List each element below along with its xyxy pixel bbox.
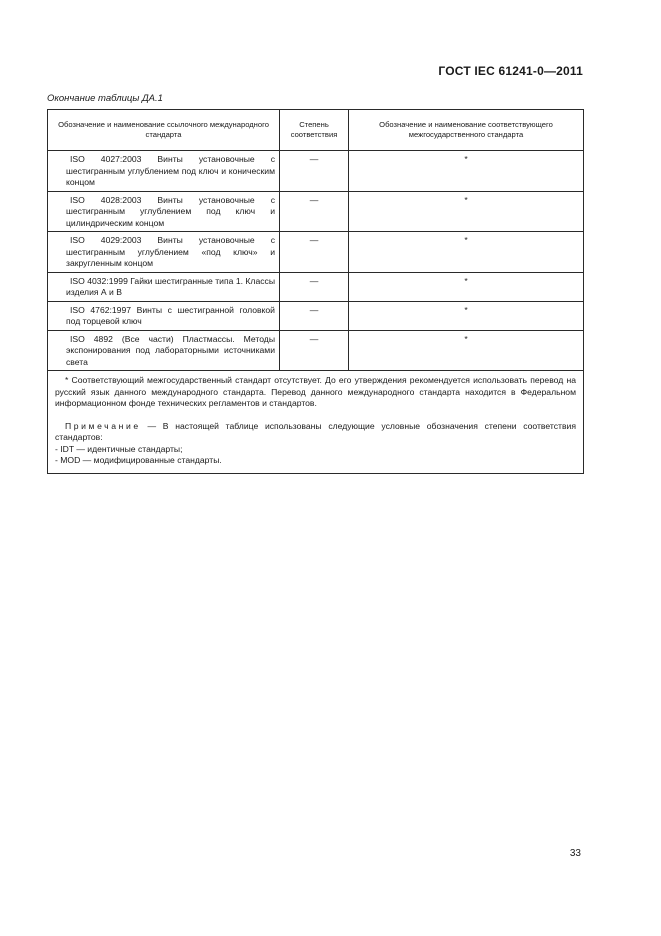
reference-standard-cell: ISO 4892 (Все части) Пластмассы. Методы экспонирования под лабораторными источниками света	[48, 330, 280, 371]
reference-standard-cell: ISO 4762:1997 Винты с шестигранной головкой под торцевой ключ	[48, 301, 280, 330]
table-row	[48, 272, 584, 301]
degree-cell: —	[280, 191, 349, 232]
interstate-standard-cell: *	[349, 151, 584, 192]
column-header-interstate-standard: Обозначение и наименование соответствующего межгосударственного стандарта	[349, 110, 584, 151]
table-row	[48, 151, 584, 192]
footnote: * Соответствующий межгосударственный стандарт отсутствует. До его утверждения рекомендуется использовать перевод на русский язык данного международного стандарта. Перевод данного международного стандарта находится в Федеральном информационном фонде технических регламентов и стандартов.	[55, 375, 576, 408]
document-code: ГОСТ IEC 61241-0—2011	[438, 64, 583, 78]
degree-cell: —	[280, 232, 349, 273]
reference-standard-cell: ISO 4028:2003 Винты установочные с шестигранным углублением под ключ и цилиндрическим концом	[48, 191, 280, 232]
table-row	[48, 330, 584, 371]
note-item: - IDT — идентичные стандарты;	[55, 443, 183, 454]
table-row	[48, 232, 584, 273]
table-caption: Окончание таблицы ДА.1	[47, 93, 163, 104]
reference-standard-cell: ISO 4029:2003 Винты установочные с шестигранным углублением «под ключ» и закругленным концом	[48, 232, 280, 273]
degree-cell: —	[280, 301, 349, 330]
note	[55, 421, 576, 444]
note-item: - MOD — модифицированные стандарты.	[55, 455, 222, 465]
note-text: — В настоящей таблице использованы следующие условные обозначения степени соответствия стандартов:	[55, 420, 576, 442]
standards-table	[47, 109, 584, 474]
reference-standard-cell: ISO 4032:1999 Гайки шестигранные типа 1. Классы изделия А и В	[48, 272, 280, 301]
page-number: 33	[569, 848, 581, 859]
interstate-standard-cell: *	[349, 232, 584, 273]
degree-cell: —	[280, 151, 349, 192]
interstate-standard-cell: *	[349, 301, 584, 330]
interstate-standard-cell: *	[349, 272, 584, 301]
column-header-degree: Степень соответствия	[280, 110, 349, 151]
interstate-standard-cell: *	[349, 330, 584, 371]
note-label: Примечание	[65, 420, 141, 431]
interstate-standard-cell: *	[349, 191, 584, 232]
column-header-reference-standard: Обозначение и наименование ссылочного международного стандарта	[48, 110, 280, 151]
table-row	[48, 191, 584, 232]
table-row	[48, 301, 584, 330]
degree-cell: —	[280, 330, 349, 371]
degree-cell: —	[280, 272, 349, 301]
reference-standard-cell: ISO 4027:2003 Винты установочные с шестигранным углублением под ключ и коническим концом	[48, 151, 280, 192]
table-footer-row	[48, 371, 584, 474]
table-header-row	[48, 110, 584, 151]
table-footer	[48, 371, 584, 474]
